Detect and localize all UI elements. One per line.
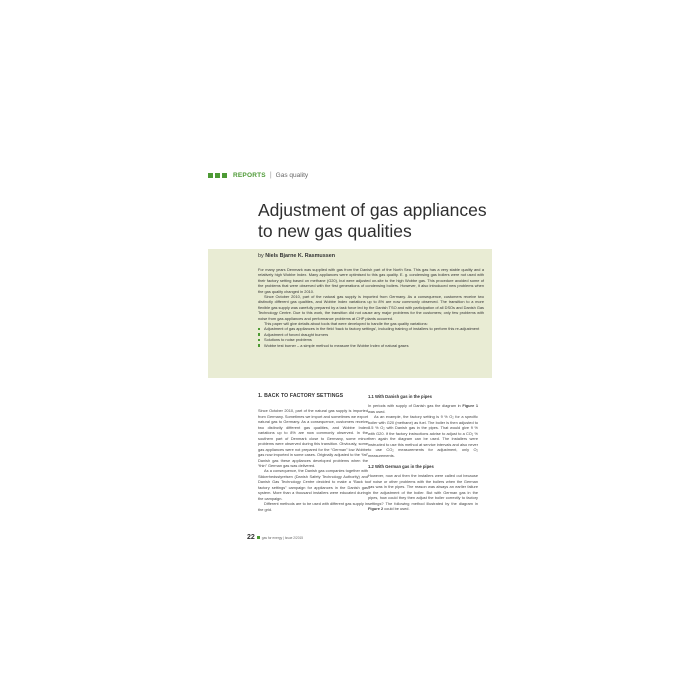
section-label: REPORTS [233,171,266,179]
section-separator: | [269,171,272,179]
footer-square-icon [257,536,260,539]
abstract-paragraph: Since October 2010, part of the natural gas supply is imported from Germany. As a consequence, customers receive two distinctly different gas qualities, and Wobbe Index variations up to 8% are now commonly observed. The transition to a more flexible gas supply was carefully prepared by a task force led by the Danish TSO and with participation of all DSOs and Danish Gas Technology Centre. Due to this work, the transition did not cause any major problems for the customers; only few problems with noise from gas appliances and performance problems at CHP plants occurred. [258,294,484,321]
section-header [208,169,308,181]
body-paragraph: As an example, the factory setting is 9 % O₂ for a specific boiler with G20 (methane) as fuel. The boiler is then adjusted to 8.5 % O₂ with Danish gas in the pipes. That would give 9 % with G20. If the factory instructions advise to adjust to a CO₂ % then again the diagram can be used. The installers were instructed to use this method at service intervals and also never to use CO₂ measurements for adjustment, only O₂ measurements. [368,414,478,458]
bullet-item: Solutions to noise problems [258,337,484,342]
section-heading: 1. BACK TO FACTORY SETTINGS [258,393,344,399]
article-title [258,200,518,242]
body-paragraph [368,403,478,414]
body-paragraph: As a consequence, the Danish gas companies together with Sikkerhedsstyrelsen (Danish Safety Technology Authority) and Danish Gas Technology Centre decided to make a “Back to factory settings” campaign for appliances in the Danish gas system. More than a thousand installers were educated during the campaign. [258,468,368,501]
byline-prefix: by [258,253,264,259]
title-line-2: to new gas qualities [258,221,412,241]
author-name: Niels Bjarne K. Rasmussen [265,253,336,259]
byline [258,253,335,259]
section-squares-icon [208,173,229,178]
bullet-item: Adjustment of gas appliances in the field ‘back to factory settings’, including training of installers to perform this re-adjustment [258,326,484,331]
text-run: was used. [368,408,386,414]
subsection-heading: 1.1 With Danish gas in the pipes [368,394,432,399]
publication-info: gas for energy | Issue 2/2015 [261,535,304,540]
abstract-paragraph: For many years Denmark was supplied with gas from the Danish part of the North Sea. This gas has a very stable quality and a relatively high Wobbe Index. Many appliances were optimised to this gas quality. E. g. condensing gas boilers were not used with their factory setting based on methane (G20), but were adjusted on-site to the high Wobbe gas. This procedure avoided some of the problems that were observed with the first generations of condensing boilers. However, it also introduced new problems when the gas quality changed in 2010. [258,267,484,294]
figure-reference: Figure 1 [462,403,478,409]
page-footer [247,534,303,541]
figure-reference: Figure 2 [368,506,384,512]
page-number: 22 [247,534,255,541]
abstract-paragraph: This paper will give details about tools that were developed to handle the gas quality variations: [264,321,428,327]
body-paragraph: Since October 2010, part of the natural gas supply is imported from Germany. Sometimes we import and sometimes we export natural gas to Germany. As a consequence, customers receive two distinctly different gas qualities, and Wobbe Index variations up to 8% are now commonly observed. In the southern part of Denmark close to Germany, some minor problems were observed during this transition. Obviously, some gas appliances were not prepared for the “German” low Wobbe gas now imported in some cases. Originally adjusted to the “fat” Danish gas these appliances developed problems when the “thin” German gas was delivered. [258,408,368,468]
bullet-item: Wobbe test burner – a simple method to measure the Wobbe Index of natural gases [258,343,484,348]
body-column-left [258,394,368,512]
subsection-label: Gas quality [275,171,309,179]
abstract-bullet-list [258,326,484,348]
text-run: could be used. [383,506,410,512]
abstract-text [258,267,484,348]
bullet-item: Adjustment of forced draught burners [258,332,484,337]
title-line-1: Adjustment of gas appliances [258,200,487,220]
text-run: However, now and then the installers were called out because of noise or other problems with the boilers when the German gas was in the pipes. The reason was always an earlier failure in the adjustment of the boiler. But with German gas in the pipes, how could they then adjust the boiler correctly to factory settings? The following method illustrated by the diagram in [368,473,478,506]
body-column-right [368,394,478,512]
subsection-heading: 1.2 With German gas in the pipes [368,463,434,469]
text-run: In periods with supply of Danish gas the diagram in [368,403,463,409]
body-paragraph: Different methods are to be used with different gas supply in the grid. [258,501,368,512]
body-paragraph [368,473,478,511]
